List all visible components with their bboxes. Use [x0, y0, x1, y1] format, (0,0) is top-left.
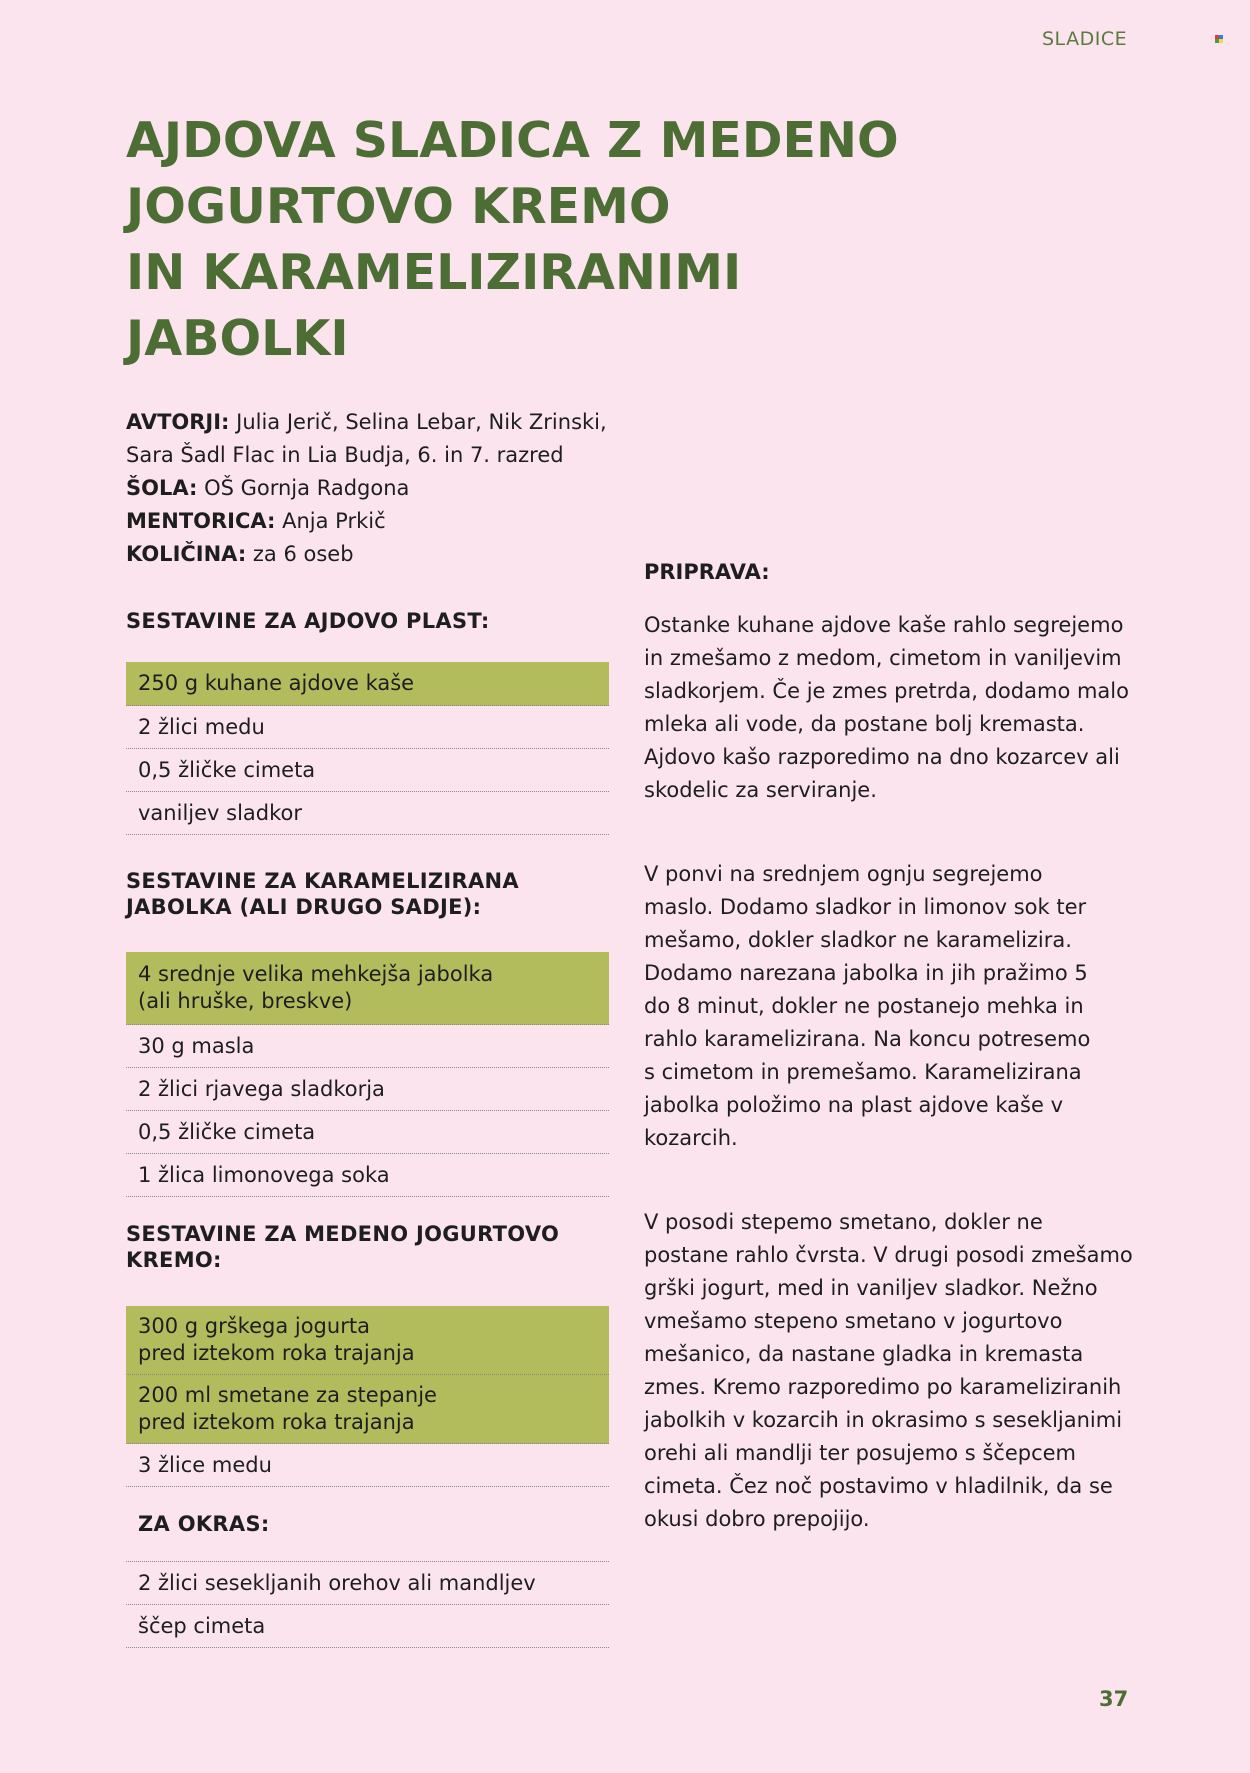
authors-label: AVTORJI: — [126, 410, 230, 434]
mentor-value: Anja Prkič — [275, 509, 386, 533]
paragraph-line: jabolkih v kozarcih in okrasimo s sesekljanimi — [644, 1408, 1123, 1432]
paragraph-line: postane rahlo čvrsta. V drugi posodi zmešamo — [644, 1243, 1133, 1267]
list-item-line: (ali hruške, breskve) — [138, 989, 353, 1013]
apples-heading-line: SESTAVINE ZA KARAMELIZIRANA — [126, 869, 519, 893]
list-item: 0,5 žličke cimeta — [126, 1111, 609, 1154]
paragraph-line: vmešamo stepeno smetano v jogurtovo — [644, 1309, 1063, 1333]
section-label: SLADICE — [1042, 28, 1128, 50]
list-item-text — [138, 961, 493, 1015]
paragraph-line: mešanico, da nastane gladka in kremasta — [644, 1342, 1084, 1366]
paragraph-line: mleka ali vode, da postane bolj kremasta. — [644, 712, 1085, 736]
paragraph-line: jabolka položimo na plast ajdove kaše v — [644, 1093, 1064, 1117]
ingredients-column — [126, 608, 609, 1648]
preparation-column — [644, 556, 1134, 1587]
list-item — [126, 952, 609, 1025]
mentor-label: MENTORICA: — [126, 509, 276, 533]
paragraph-line: V ponvi na srednjem ognju segrejemo — [644, 862, 1043, 886]
list-item — [126, 1306, 609, 1375]
recipe-meta — [126, 406, 626, 571]
apples-heading-line: JABOLKA (ALI DRUGO SADJE): — [126, 895, 482, 919]
title-line: JABOLKI — [126, 310, 349, 367]
page-number: 37 — [1099, 1687, 1129, 1711]
buckwheat-heading: SESTAVINE ZA AJDOVO PLAST: — [126, 609, 490, 633]
paragraph-line: do 8 minut, dokler ne postanejo mehka in — [644, 994, 1084, 1018]
paragraph-line: Ostanke kuhane ajdove kaše rahlo segrejemo — [644, 613, 1124, 637]
authors-line-2: Sara Šadl Flac in Lia Budja, 6. in 7. razred — [126, 443, 564, 467]
list-item-line: 200 ml smetane za stepanje — [138, 1383, 437, 1407]
title-line: IN KARAMELIZIRANIMI — [126, 244, 742, 301]
cream-heading-line: KREMO: — [126, 1248, 222, 1272]
paragraph-line: cimeta. Čez noč postavimo v hladilnik, da se — [644, 1474, 1113, 1498]
garnish-heading: ZA OKRAS: — [138, 1512, 270, 1536]
list-item: 250 g kuhane ajdove kaše — [126, 662, 609, 706]
preparation-paragraph — [644, 858, 1134, 1155]
list-item-line: 4 srednje velika mehkejša jabolka — [138, 962, 494, 986]
paragraph-line: Dodamo narezana jabolka in jih pražimo 5 — [644, 961, 1088, 985]
mentor-line — [126, 505, 626, 538]
school-line — [126, 472, 626, 505]
preparation-title: PRIPRAVA: — [644, 560, 770, 584]
paragraph-line: grški jogurt, med in vaniljev sladkor. Nežno — [644, 1276, 1098, 1300]
list-item — [126, 1375, 609, 1444]
list-item-line: pred iztekom roka trajanja — [138, 1410, 415, 1434]
authors-line — [126, 406, 626, 439]
buckwheat-list — [126, 662, 609, 835]
paragraph-line: sladkorjem. Če je zmes pretrda, dodamo malo — [644, 679, 1129, 703]
school-value: OŠ Gornja Radgona — [197, 476, 410, 500]
list-item-text — [138, 1382, 437, 1436]
preparation-paragraph — [644, 1206, 1134, 1536]
paragraph-line: rahlo karamelizirana. Na koncu potresemo — [644, 1027, 1091, 1051]
list-item: vaniljev sladkor — [126, 792, 609, 835]
quantity-value: za 6 oseb — [246, 542, 354, 566]
color-registration-mark — [1215, 35, 1223, 43]
list-item: 2 žlici rjavega sladkorja — [126, 1068, 609, 1111]
paragraph-line: orehi ali mandlji ter posujemo s ščepcem — [644, 1441, 1077, 1465]
paragraph-line: zmes. Kremo razporedimo po karameliziranih — [644, 1375, 1122, 1399]
paragraph-line: kozarcih. — [644, 1126, 738, 1150]
paragraph-line: maslo. Dodamo sladkor in limonov sok ter — [644, 895, 1087, 919]
cream-heading — [126, 1221, 609, 1273]
paragraph-line: skodelic za serviranje. — [644, 778, 877, 802]
recipe-title — [126, 108, 926, 372]
list-item: ščep cimeta — [126, 1605, 609, 1648]
list-item: 0,5 žličke cimeta — [126, 749, 609, 792]
paragraph-line: mešamo, dokler sladkor ne karamelizira. — [644, 928, 1072, 952]
list-item: 3 žlice medu — [126, 1444, 609, 1487]
title-line: JOGURTOVO KREMO — [126, 178, 671, 235]
title-line: AJDOVA SLADICA Z MEDENO — [126, 112, 899, 169]
list-item: 1 žlica limonovega soka — [126, 1154, 609, 1197]
school-label: ŠOLA: — [126, 476, 198, 500]
paragraph-line: V posodi stepemo smetano, dokler ne — [644, 1210, 1043, 1234]
list-item: 2 žlici medu — [126, 706, 609, 749]
paragraph-line: okusi dobro prepojijo. — [644, 1507, 870, 1531]
authors-value: Julia Jerič, Selina Lebar, Nik Zrinski, — [229, 410, 607, 434]
quantity-label: KOLIČINA: — [126, 542, 247, 566]
preparation-paragraph — [644, 609, 1134, 807]
apples-list — [126, 952, 609, 1197]
list-item-text — [138, 1313, 415, 1367]
cream-heading-line: SESTAVINE ZA MEDENO JOGURTOVO — [126, 1222, 560, 1246]
apples-heading — [126, 868, 609, 920]
paragraph-line: Ajdovo kašo razporedimo na dno kozarcev ali — [644, 745, 1120, 769]
quantity-line — [126, 538, 626, 571]
cream-list — [126, 1306, 609, 1487]
list-item: 2 žlici sesekljanih orehov ali mandljev — [126, 1562, 609, 1605]
list-item: 30 g masla — [126, 1025, 609, 1068]
paragraph-line: s cimetom in premešamo. Karamelizirana — [644, 1060, 1082, 1084]
list-item-line: pred iztekom roka trajanja — [138, 1341, 415, 1365]
list-item-line: 300 g grškega jogurta — [138, 1314, 370, 1338]
garnish-list — [126, 1561, 609, 1648]
paragraph-line: in zmešamo z medom, cimetom in vaniljevim — [644, 646, 1122, 670]
